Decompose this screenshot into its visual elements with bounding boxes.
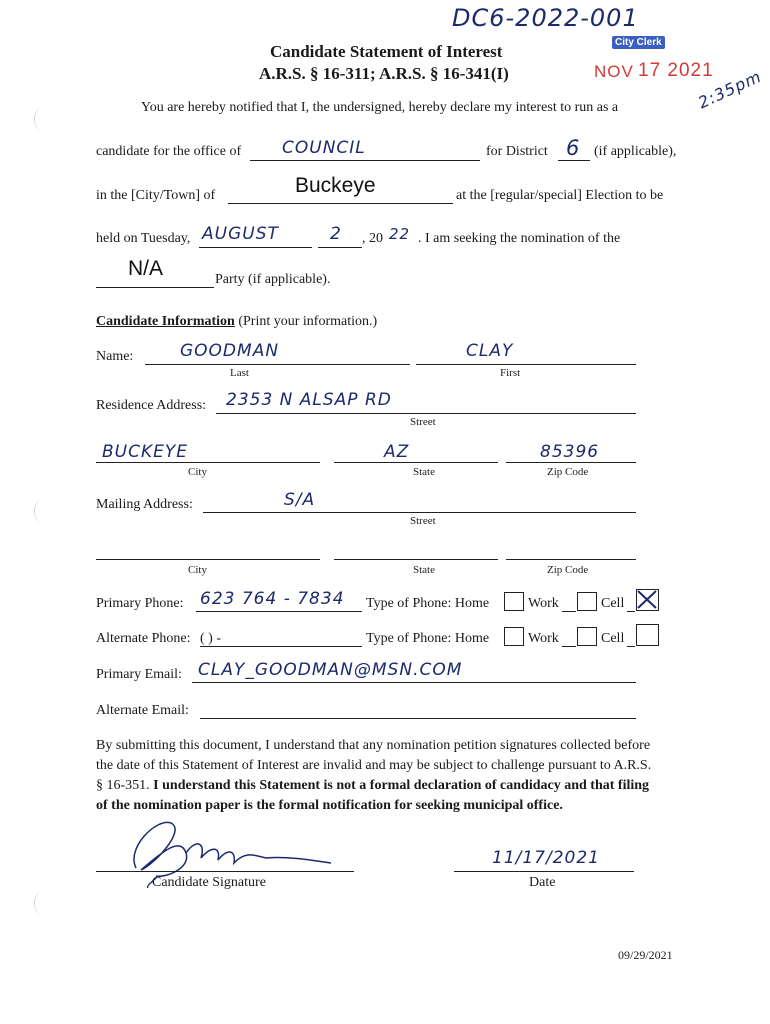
primary-email-line: [192, 682, 636, 683]
primary-cell-label: Cell: [601, 596, 625, 611]
alternate-cell-line: [627, 646, 635, 647]
party-line: [96, 287, 214, 288]
intro-text: You are hereby notified that I, the undersigned, hereby declare my interest to run as a: [141, 100, 619, 115]
disclaimer-line-1: By submitting this document, I understand that any nomination petition signatures collected before: [96, 738, 651, 753]
res-zip-value: 85396: [540, 442, 600, 462]
mailing-zip-line: [506, 559, 636, 560]
received-stamp-month: NOV: [594, 62, 634, 81]
held-month-line: [199, 247, 312, 248]
office-label: candidate for the office of: [96, 144, 242, 159]
state-caption: State: [413, 466, 435, 478]
held-day: 2: [330, 224, 342, 244]
alternate-phone-line: [200, 646, 362, 647]
revision-date: 09/29/2021: [618, 948, 673, 962]
alternate-work-label: Work: [528, 631, 559, 646]
primary-cell-line: [627, 611, 635, 612]
last-caption: Last: [230, 367, 249, 379]
residence-street-line: [216, 413, 636, 414]
disclaimer-statute: § 16-351.: [96, 778, 150, 793]
signature-line: [96, 871, 354, 872]
disclaimer-line-3: [96, 778, 649, 794]
disclaimer-line-2: the date of this Statement of Interest are invalid and may be subject to challenge pursuant to A.R.S.: [96, 758, 652, 773]
date-value: 11/17/2021: [492, 848, 600, 868]
party-value: N/A: [128, 257, 164, 280]
primary-phone-line: [196, 611, 362, 612]
primary-phone-label: Primary Phone:: [96, 596, 184, 611]
last-name-value: GOODMAN: [180, 341, 280, 361]
district-line: [558, 160, 590, 161]
signature-caption: Candidate Signature: [152, 875, 266, 890]
primary-work-line: [562, 611, 576, 612]
first-caption: First: [500, 367, 521, 379]
file-number: DC6-2022-001: [452, 4, 639, 32]
alternate-work-checkbox[interactable]: [577, 627, 597, 646]
held-label: held on Tuesday,: [96, 231, 191, 246]
primary-work-label: Work: [528, 596, 559, 611]
alternate-cell-label: Cell: [601, 631, 625, 646]
held-day-line: [318, 247, 362, 248]
alternate-cell-checkbox[interactable]: [636, 624, 659, 646]
mailing-state-line: [334, 559, 498, 560]
date-caption: Date: [529, 875, 556, 890]
punch-mark: [34, 500, 49, 522]
received-stamp-date: 17 2021: [638, 60, 714, 81]
res-state-line: [334, 462, 498, 463]
name-label: Name:: [96, 349, 134, 364]
form-statute: A.R.S. § 16-311; A.R.S. § 16-341(I): [259, 64, 509, 83]
street-caption: Street: [410, 416, 436, 428]
alternate-phone-value: ( ) -: [200, 631, 221, 646]
first-name-line: [416, 364, 636, 365]
primary-cell-checkbox[interactable]: [636, 589, 659, 611]
punch-mark: [34, 108, 49, 130]
district-note: (if applicable),: [594, 144, 677, 159]
alternate-work-line: [562, 646, 576, 647]
mailing-street-line: [203, 512, 636, 513]
primary-email-value: CLAY_GOODMAN@MSN.COM: [198, 660, 463, 680]
primary-phone-type-label: Type of Phone: Home: [366, 596, 490, 611]
res-zip-line: [506, 462, 636, 463]
primary-email-label: Primary Email:: [96, 667, 182, 682]
zip-caption: Zip Code: [547, 466, 589, 478]
check-x-icon: [637, 590, 657, 609]
alternate-home-checkbox[interactable]: [504, 627, 524, 646]
mailing-state-caption: State: [413, 564, 435, 576]
heading-text: Candidate Information: [96, 314, 235, 329]
disclaimer-bold-1: I understand this Statement is not a formal declaration of candidacy and that filing: [153, 778, 650, 793]
primary-work-checkbox[interactable]: [577, 592, 597, 611]
held-year-suffix: 22: [389, 225, 411, 243]
election-label: at the [regular/special] Election to be: [456, 188, 664, 203]
alternate-phone-type-label: Type of Phone: Home: [366, 631, 490, 646]
party-label: Party (if applicable).: [215, 272, 331, 287]
mailing-street-value: S/A: [284, 490, 316, 510]
mailing-city-caption: City: [188, 564, 207, 576]
disclaimer-bold-2: of the nomination paper is the formal notification for seeking municipal office.: [96, 798, 563, 813]
primary-home-checkbox[interactable]: [504, 592, 524, 611]
seeking-text: . I am seeking the nomination of the: [418, 231, 621, 246]
mailing-label: Mailing Address:: [96, 497, 193, 512]
received-time: 2:35pm: [695, 66, 765, 113]
city-label: in the [City/Town] of: [96, 188, 216, 203]
city-clerk-stamp: City Clerk: [612, 36, 665, 49]
res-city-value: BUCKEYE: [102, 442, 188, 462]
alternate-email-label: Alternate Email:: [96, 703, 189, 718]
mailing-street-caption: Street: [410, 515, 436, 527]
alternate-email-line: [200, 718, 636, 719]
city-value: Buckeye: [295, 174, 376, 197]
punch-mark: [34, 892, 49, 914]
candidate-info-heading: [96, 314, 377, 330]
office-value: COUNCIL: [282, 138, 366, 158]
last-name-line: [145, 364, 410, 365]
date-line: [454, 871, 634, 872]
res-state-value: AZ: [384, 442, 410, 462]
city-line: [228, 203, 453, 204]
office-line: [250, 160, 480, 161]
first-name-value: CLAY: [466, 341, 514, 361]
residence-label: Residence Address:: [96, 398, 207, 413]
district-label: for District: [486, 144, 548, 159]
residence-street-value: 2353 N ALSAP RD: [226, 390, 392, 410]
alternate-phone-label: Alternate Phone:: [96, 631, 191, 646]
mailing-city-line: [96, 559, 320, 560]
primary-phone-value: 623 764 - 7834: [200, 589, 345, 609]
form-title: Candidate Statement of Interest: [270, 42, 503, 61]
heading-note: (Print your information.): [238, 314, 378, 329]
mailing-zip-caption: Zip Code: [547, 564, 589, 576]
district-value: 6: [566, 136, 581, 160]
held-year-prefix: , 20: [362, 231, 383, 246]
city-caption: City: [188, 466, 207, 478]
held-month: AUGUST: [202, 224, 279, 244]
res-city-line: [96, 462, 320, 463]
